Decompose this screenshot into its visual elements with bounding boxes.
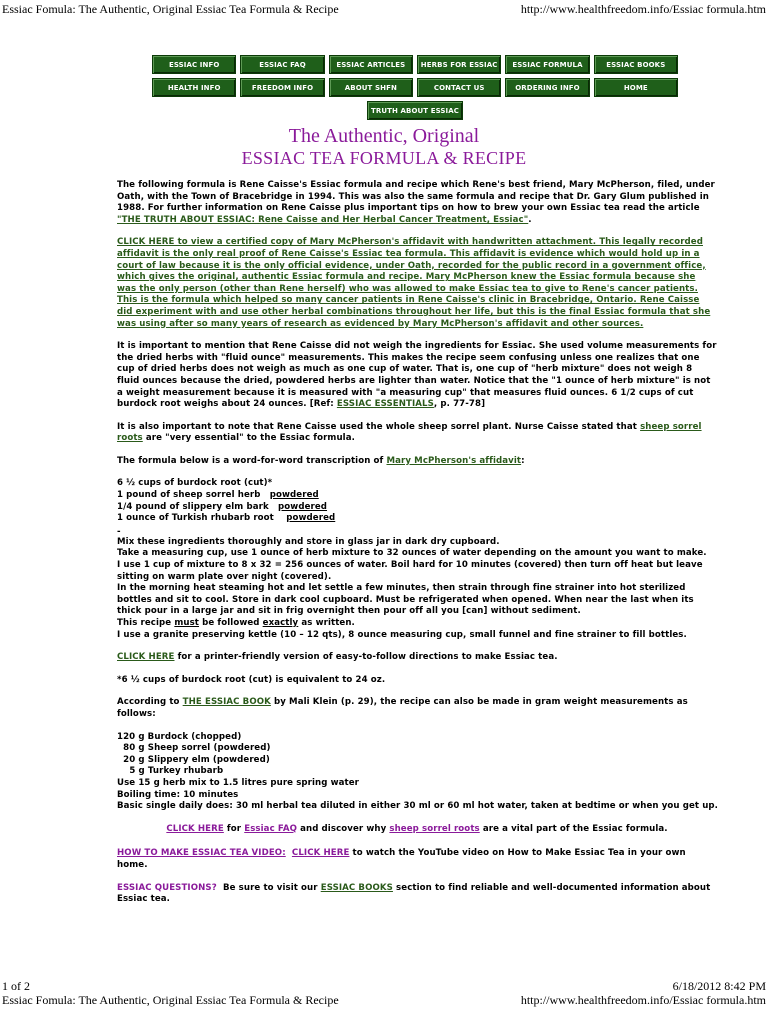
- sheep-sorrel-roots-link[interactable]: sheep sorrel roots: [117, 421, 702, 444]
- faq-click-here-link[interactable]: CLICK HERE: [166, 823, 224, 834]
- questions-text: Be sure to visit our: [216, 882, 321, 893]
- nav-contact-us-button[interactable]: CONTACT US: [417, 78, 501, 97]
- ingredient-item: [117, 490, 717, 502]
- sheep-sorrel-paragraph: [117, 422, 717, 445]
- instr-must: must: [174, 618, 200, 628]
- instr-text: be followed: [199, 618, 263, 628]
- print-url-footer: http://www.healthfreedom.info/Essiac formula.htm: [520, 993, 766, 1007]
- ingredient-text: 1 ounce of Turkish rhubarb root: [117, 513, 287, 524]
- instruction-line: Mix these ingredients thoroughly and store in glass jar in dark dry cupboard.: [117, 536, 500, 547]
- faq-paragraph: [117, 824, 717, 836]
- instr-text: as written.: [298, 618, 355, 628]
- burdock-note: *6 ½ cups of burdock root (cut) is equivalent to 24 oz.: [117, 674, 386, 685]
- nav-home-button[interactable]: HOME: [594, 78, 678, 97]
- nav-freedom-info-button[interactable]: FREEDOM INFO: [240, 78, 324, 97]
- gram-line: 120 g Burdock (chopped): [117, 731, 242, 742]
- essiac-book-link[interactable]: THE ESSIAC BOOK: [182, 697, 271, 708]
- ingredient-text: 1 pound of sheep sorrel herb: [117, 490, 270, 501]
- print-datetime: 6/18/2012 8:42 PM: [672, 979, 766, 993]
- essiac-book-end: by Mali Klein (p. 29), the recipe can also be made in gram weight measurements as follows:: [117, 697, 688, 719]
- nav-menu: [152, 55, 678, 124]
- instruction-line: In the morning heat steaming hot and let settle a few minutes, then strain through fine strainer into hot sterilized bottles and sit to cool. Store in dark cool cupboard. Must be refrigerated when opened. When near the last when its thick pour in a large jar and sit in frig overnight then pour off all you [can] without sediment.: [117, 583, 694, 617]
- nav-essiac-formula-button[interactable]: ESSIAC FORMULA: [505, 55, 589, 74]
- video-text: to watch the YouTube video on How to Make Essiac Tea in your own home.: [117, 848, 686, 870]
- instructions: [117, 537, 717, 641]
- instr-text: This recipe: [117, 618, 175, 628]
- gram-line: Basic single daily does: 30 ml herbal tea diluted in either 30 ml or 60 ml hot water, taken at bedtime or when you get up.: [117, 801, 719, 812]
- faq-text: for: [223, 823, 245, 834]
- page-title-line-2: ESSIAC TEA FORMULA & RECIPE: [241, 148, 527, 168]
- transcription-paragraph: [117, 456, 717, 468]
- questions-end: section to find reliable and well-documented information about Essiac tea.: [117, 882, 711, 905]
- video-click-here-link[interactable]: CLICK HERE: [291, 848, 350, 859]
- nav-truth-about-essiac-button[interactable]: TRUTH ABOUT ESSIAC: [367, 101, 463, 120]
- video-heading-link[interactable]: HOW TO MAKE ESSIAC TEA VIDEO:: [117, 848, 286, 859]
- nav-essiac-info-button[interactable]: ESSIAC INFO: [152, 55, 236, 74]
- printer-friendly-paragraph: [117, 652, 717, 664]
- nav-essiac-faq-button[interactable]: ESSIAC FAQ: [240, 55, 324, 74]
- print-footer-row-2: [0, 993, 768, 1007]
- essiac-faq-link[interactable]: Essiac FAQ: [244, 823, 297, 834]
- page-title-line-1: The Authentic, Original: [288, 125, 480, 147]
- ingredient-item: [117, 513, 717, 525]
- ingredient-text: 1/4 pound of slippery elm bark: [117, 501, 279, 512]
- measurement-text: It is important to mention that Rene Caisse did not weigh the ingredients for Essiac. She used volume measurements for the dried herbs with "fluid ounce" measurements. This makes the recipe seem confusing unless one realizes that one cup of dried herbs does not weigh as much as one cup of water. That is, one cup of "herb mixture" does not weigh 8 fluid ounces because the dried, powdered herbs are lighter than water. Notice that the "1 ounce of herb mixture" is not a weight measurement because it is measured with "a measuring cup" that measures fluid ounces. 6 1/2 cups of cut burdock root weighs about 24 ounces. [Ref:: [117, 341, 717, 410]
- page-title: [0, 125, 768, 169]
- measurement-paragraph: [117, 341, 717, 411]
- faq-text: and discover why: [297, 823, 390, 834]
- intro-end: .: [528, 214, 532, 225]
- sheep-sorrel-roots-link-2[interactable]: sheep sorrel roots: [389, 823, 480, 834]
- questions-paragraph: [117, 883, 717, 906]
- measurement-end: , p. 77-78]: [433, 399, 486, 410]
- nav-essiac-books-button[interactable]: ESSIAC BOOKS: [594, 55, 678, 74]
- nav-ordering-info-button[interactable]: ORDERING INFO: [505, 78, 589, 97]
- ingredient-item: [117, 502, 717, 514]
- essiac-books-link[interactable]: ESSIAC BOOKS: [320, 882, 393, 893]
- truth-about-essiac-link[interactable]: "THE TRUTH ABOUT ESSIAC: Rene Caisse and Her Herbal Cancer Treatment, Essiac": [117, 214, 529, 225]
- dash-mark: -: [117, 526, 121, 537]
- intro-paragraph: [117, 180, 717, 226]
- ingredient-text: 6 ½ cups of burdock root (cut)*: [117, 478, 273, 489]
- instruction-line: Take a measuring cup, use 1 ounce of herb mixture to 32 ounces of water depending on the amount you want to make.: [117, 548, 707, 559]
- nav-herbs-for-essiac-button[interactable]: HERBS FOR ESSIAC: [417, 55, 501, 74]
- print-page-title: Essiac Fomula: The Authentic, Original Essiac Tea Formula & Recipe: [2, 2, 339, 16]
- nav-about-shfn-button[interactable]: ABOUT SHFN: [329, 78, 413, 97]
- print-page-title-footer: Essiac Fomula: The Authentic, Original Essiac Tea Formula & Recipe: [2, 993, 339, 1007]
- essiac-book-paragraph: [117, 697, 717, 720]
- transcription-end: :: [521, 455, 525, 466]
- ingredient-powdered: powdered: [286, 513, 336, 524]
- nav-row-1: [152, 55, 678, 74]
- main-content: [117, 180, 717, 917]
- instruction-line: [117, 618, 717, 630]
- essiac-essentials-link[interactable]: ESSIAC ESSENTIALS: [336, 399, 434, 410]
- nav-row-3: [152, 101, 678, 120]
- printer-friendly-link[interactable]: CLICK HERE: [117, 652, 175, 663]
- instruction-line: I use a granite preserving kettle (10 – 12 qts), 8 ounce measuring cup, small funnel and fine strainer to fill bottles.: [117, 629, 687, 640]
- mcpherson-affidavit-link[interactable]: Mary McPherson's affidavit: [386, 455, 522, 466]
- print-footer-row-1: [0, 979, 768, 993]
- nav-row-2: [152, 78, 678, 97]
- faq-text: are a vital part of the Essiac formula.: [479, 823, 668, 834]
- ingredient-item: [117, 478, 717, 490]
- video-paragraph: [117, 848, 717, 871]
- essiac-book-text: According to: [117, 697, 183, 708]
- ingredients-list: [117, 478, 717, 536]
- gram-recipe: [117, 732, 717, 813]
- intro-text: The following formula is Rene Caisse's Essiac formula and recipe which Rene's best friend, Mary McPherson, filed, under Oath, with the Town of Bracebridge in 1994. This was also the same formula and recipe that Dr. Gary Glum published in 1988. For further information on Rene Caisse plus important tips on how to brew your own Essiac tea read the article: [117, 180, 715, 214]
- transcription-text: The formula below is a word-for-word transcription of: [117, 455, 387, 466]
- print-page-number: 1 of 2: [2, 979, 30, 993]
- gram-line: 80 g Sheep sorrel (powdered): [117, 743, 271, 754]
- affidavit-link-paragraph[interactable]: CLICK HERE to view a certified copy of Mary McPherson's affidavit with handwritten attachment. This legally recorded affidavit is the only real proof of Rene Caisse's Essiac tea formula. This affidavit is evidence which would hold up in a court of law because it is the only official evidence, under Oath, recorded for the public record in a government office, which gives the original, authentic Essiac formula and recipe. Mary McPherson knew the Essiac formula because she was the only person (other than Rene herself) who was allowed to make Essiac tea to give to Rene's cancer patients. This is the formula which helped so many cancer patients in Rene Caisse's clinic in Bracebridge, Ontario. Rene Caisse did experiment with and use other herbal combinations throughout her life, but this is the final Essiac formula that she was using after so many years of research as evidenced by Mary McPherson's affidavit and other sources.: [117, 237, 711, 329]
- sheep-sorrel-end: are "very essential" to the Essiac formula.: [142, 433, 355, 444]
- gram-line: 20 g Slippery elm (powdered): [117, 754, 270, 765]
- ingredient-powdered: powdered: [278, 501, 328, 512]
- nav-health-info-button[interactable]: HEALTH INFO: [152, 78, 236, 97]
- ingredient-powdered: powdered: [269, 490, 319, 501]
- questions-heading: ESSIAC QUESTIONS?: [117, 882, 217, 893]
- instr-exactly: exactly: [262, 618, 299, 628]
- gram-line: Use 15 g herb mix to 1.5 litres pure spring water: [117, 777, 360, 788]
- print-header: [0, 2, 768, 16]
- instruction-line: I use 1 cup of mixture to 8 x 32 = 256 ounces of water. Boil hard for 10 minutes (covered) then turn off heat but leave sitting on warm plate over night (covered).: [117, 560, 703, 582]
- nav-essiac-articles-button[interactable]: ESSIAC ARTICLES: [329, 55, 413, 74]
- gram-line: 5 g Turkey rhubarb: [117, 766, 224, 777]
- gram-line: Boiling time: 10 minutes: [117, 789, 239, 800]
- print-url: http://www.healthfreedom.info/Essiac formula.htm: [520, 2, 766, 16]
- sheep-sorrel-text: It is also important to note that Rene Caisse used the whole sheep sorrel plant. Nurse Caisse stated that: [117, 421, 641, 432]
- printer-friendly-text: for a printer-friendly version of easy-to-follow directions to make Essiac tea.: [174, 652, 558, 663]
